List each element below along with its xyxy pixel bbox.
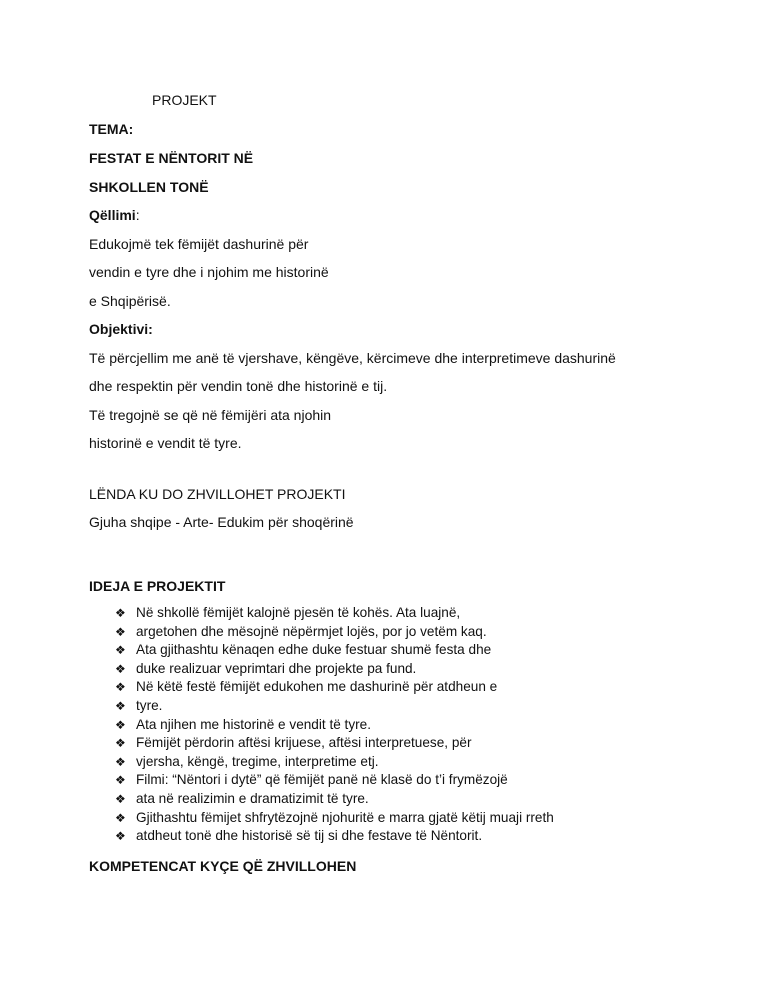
list-item-text: vjersha, këngë, tregime, interpretime etj.	[136, 753, 379, 769]
bullet-diamond-icon: ❖	[115, 606, 126, 620]
list-item-text: Filmi: “Nëntori i dytë” që fëmijët panë në klasë do t’i frymëzojë	[136, 772, 508, 788]
kompetencat-heading: KOMPETENCAT KYÇE QË ZHVILLOHEN	[89, 858, 357, 874]
qellimi-label: Qëllimi	[89, 207, 136, 223]
list-item-text: Gjithashtu fëmijet shfrytëzojnë njohuritë e marra gjatë këtij muaji rreth	[136, 809, 554, 825]
list-item-text: Ata njihen me historinë e vendit të tyre.	[136, 716, 371, 732]
qellimi-line: e Shqipërisë.	[89, 293, 171, 309]
list-item-text: atdheut tonë dhe historisë së tij si dhe festave të Nëntorit.	[136, 828, 483, 844]
objektivi-line: Të përcjellim me anë të vjershave, këngëve, kërcimeve dhe interpretimeve dashurinë	[89, 350, 616, 366]
list-item-text: ata në realizimin e dramatizimit të tyre.	[136, 791, 369, 806]
list-item	[115, 624, 487, 640]
list-item	[115, 828, 482, 844]
list-item	[115, 772, 508, 788]
objektivi-line: historinë e vendit të tyre.	[89, 435, 242, 451]
qellimi-heading	[89, 207, 140, 223]
bullet-diamond-icon: ❖	[115, 699, 126, 713]
bullet-diamond-icon: ❖	[115, 680, 126, 695]
lenda-heading: LËNDA KU DO ZHVILLOHET PROJEKTI	[89, 486, 346, 502]
list-item	[115, 698, 162, 714]
list-item	[115, 791, 369, 807]
list-item	[115, 642, 491, 658]
list-item	[115, 661, 416, 677]
bullet-diamond-icon: ❖	[115, 643, 126, 658]
tema-line: FESTAT E NËNTORIT NË	[89, 150, 254, 166]
list-item	[115, 717, 371, 733]
bullet-diamond-icon: ❖	[115, 792, 126, 806]
bullet-diamond-icon: ❖	[115, 829, 126, 844]
qellimi-line: vendin e tyre dhe i njohim me historinë	[89, 264, 329, 280]
list-item-text: Fëmijët përdorin aftësi krijuese, aftësi interpretuese, për	[136, 735, 472, 751]
objektivi-label: Objektivi:	[89, 321, 153, 337]
list-item-text: Ata gjithashtu kënaqen edhe duke festuar shumë festa dhe	[136, 642, 492, 658]
list-item-text: duke realizuar veprimtari dhe projekte pa fund.	[136, 660, 417, 676]
bullet-diamond-icon: ❖	[115, 773, 126, 788]
bullet-diamond-icon: ❖	[115, 661, 126, 676]
tema-line: SHKOLLEN TONË	[89, 179, 209, 195]
bullet-diamond-icon: ❖	[115, 717, 126, 732]
bullet-diamond-icon: ❖	[115, 624, 126, 639]
list-item	[115, 810, 554, 826]
bullet-diamond-icon: ❖	[115, 810, 126, 825]
list-item	[115, 605, 460, 621]
qellimi-colon: :	[135, 207, 140, 223]
bullet-diamond-icon: ❖	[115, 736, 126, 751]
lenda-text: Gjuha shqipe - Arte- Edukim për shoqërinë	[89, 514, 354, 530]
list-item	[115, 754, 379, 770]
list-item-text: argetohen dhe mësojnë nëpërmjet lojës, por jo vetëm kaq.	[136, 623, 487, 639]
list-item-text: Në këtë festë fëmijët edukohen me dashurinë për atdheun e	[136, 679, 498, 695]
list-item	[115, 735, 471, 751]
objektivi-line: Të tregojnë se që në fëmijëri ata njohin	[89, 407, 332, 423]
list-item-text: Në shkollë fëmijët kalojnë pjesën të kohës. Ata luajnë,	[136, 605, 461, 620]
qellimi-line: Edukojmë tek fëmijët dashurinë për	[89, 236, 309, 252]
list-item-text: tyre.	[136, 698, 163, 713]
list-item	[115, 679, 497, 695]
tema-label: TEMA:	[89, 121, 134, 137]
bullet-diamond-icon: ❖	[115, 754, 126, 769]
ideja-heading: IDEJA E PROJEKTIT	[89, 578, 226, 594]
document-title: PROJEKT	[152, 92, 217, 108]
objektivi-line: dhe respektin për vendin tonë dhe historinë e tij.	[89, 378, 388, 394]
